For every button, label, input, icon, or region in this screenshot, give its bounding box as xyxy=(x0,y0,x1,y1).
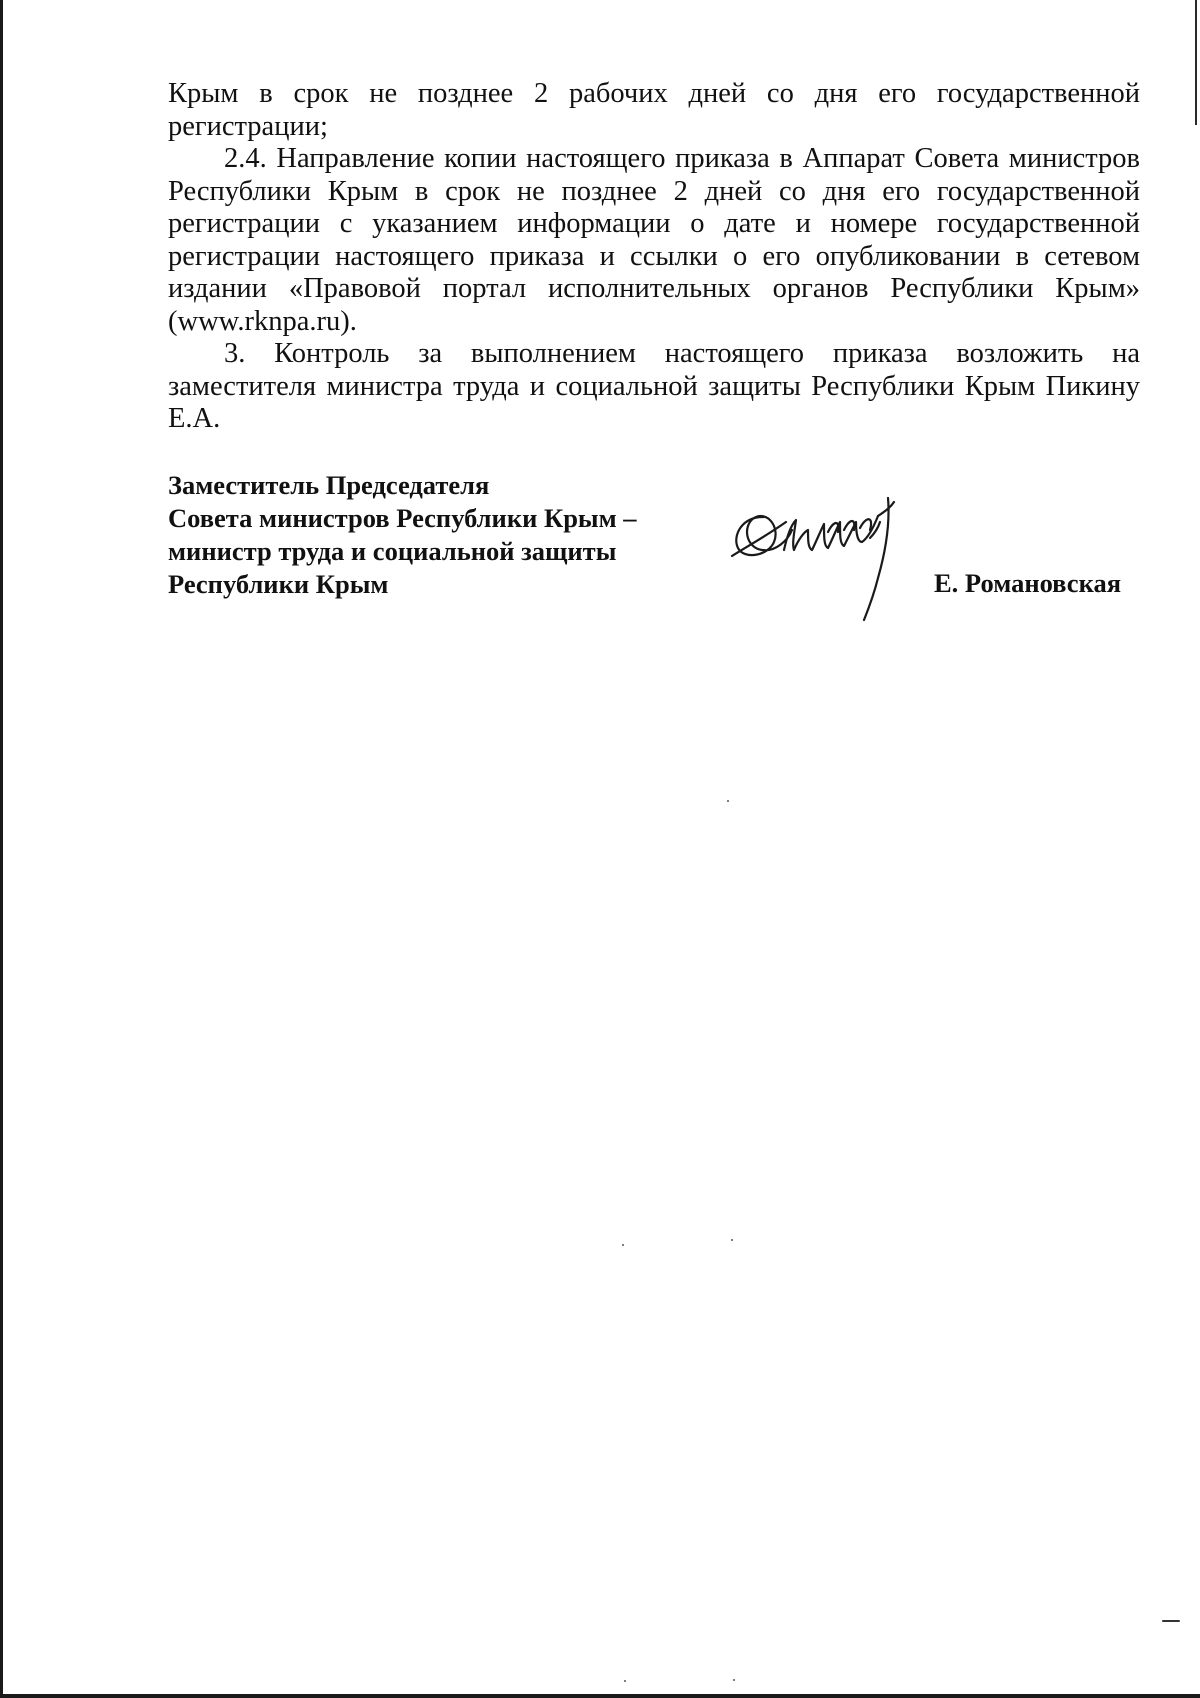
scan-speck xyxy=(731,1239,733,1241)
scan-speck xyxy=(733,1679,735,1681)
signatory-title-line: Заместитель Председателя xyxy=(168,470,490,500)
scan-edge-bottom xyxy=(0,1694,1200,1698)
signatory-title-line: Совета министров Республики Крым – xyxy=(168,503,637,533)
signer-name: Е. Романовская xyxy=(934,568,1122,598)
scan-speck xyxy=(624,1680,626,1682)
paragraph-continuation: Крым в срок не позднее 2 рабочих дней со дня его государственной регистрации; xyxy=(168,78,1140,142)
signatory-title-line: министр труда и социальной защиты xyxy=(168,536,617,566)
document-body xyxy=(168,78,1140,436)
signatory-title-line: Республики Крым xyxy=(168,569,389,599)
scan-mark xyxy=(1162,1620,1180,1622)
scan-speck xyxy=(622,1244,624,1246)
handwritten-signature-icon xyxy=(728,492,928,622)
scan-edge-right xyxy=(1195,0,1197,125)
scan-speck xyxy=(727,800,729,802)
signatory-title xyxy=(168,469,688,601)
scan-edge-left xyxy=(0,0,3,1698)
paragraph-2-4: 2.4. Направление копии настоящего приказа в Аппарат Совета министров Республики Крым в срок не позднее 2 дней со дня его государственной регистрации с указанием информации о дате и номере государственной регистрации настоящего приказа и ссылки о его опубликовании в сетевом издании «Правовой портал исполнительных органов Республики Крым» (www.rknpa.ru). xyxy=(168,143,1140,337)
paragraph-3: 3. Контроль за выполнением настоящего приказа возложить на заместителя министра труда и социальной защиты Республики Крым Пикину Е.А. xyxy=(168,338,1140,434)
